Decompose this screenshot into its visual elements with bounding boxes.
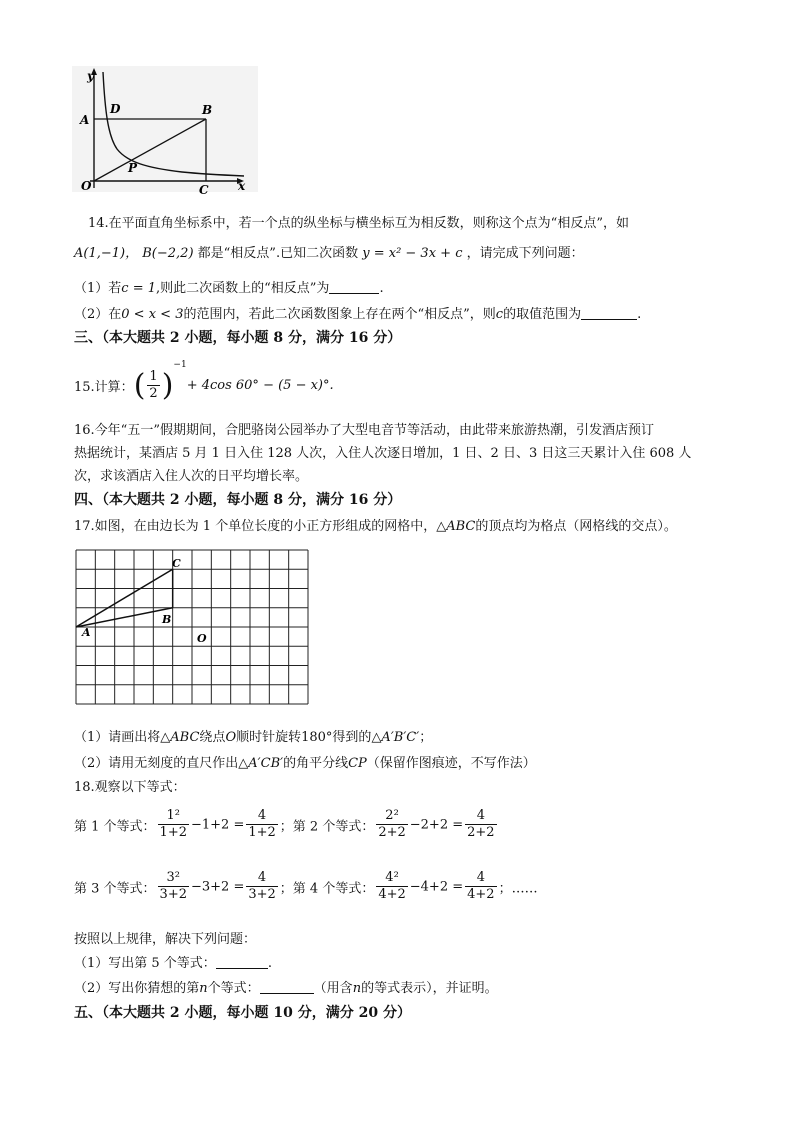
q17-sub2-a: （2）请用无刻度的直尺作出 (74, 756, 239, 771)
grid-label-o: O (197, 632, 207, 645)
q16-line3: 次，求该酒店入住人次的日平均增长率。 (74, 469, 309, 484)
q18-eq1-rden: 1+2 (248, 825, 276, 841)
q18-eq2-den: 2+2 (378, 825, 406, 841)
q14-sub2-cond: 0 < x < 3 (121, 307, 184, 322)
q17-sub2-b: 的角平分线 (283, 756, 349, 771)
q18-eq4-num: 4² (376, 870, 407, 887)
q14-sub2-a: （2）在 (74, 307, 122, 322)
q18-eq1-rnum: 4 (246, 808, 277, 825)
label-d: D (110, 102, 121, 116)
q18-eq3-label: 第 3 个等式： (74, 881, 156, 897)
q17-sub2-c: （保留作图痕迹，不写作法） (366, 756, 536, 771)
q18-row1 (74, 808, 499, 842)
label-c: C (199, 183, 209, 196)
q18-eq2-num: 2² (376, 808, 407, 825)
q18-eq2-frac (376, 808, 407, 842)
q14-sub1-cond: c = 1 (121, 281, 156, 296)
hyperbola-figure (72, 66, 262, 196)
q18-row2 (74, 870, 538, 904)
q14-sub1-end: . (379, 281, 384, 296)
q18-eq3-rnum: 4 (246, 870, 277, 887)
q18-eq1-num: 1² (158, 808, 189, 825)
q18-eq2-mid: −2+2 = (409, 817, 464, 833)
grid-label-c: C (172, 557, 181, 570)
q18-eq3-frac (158, 870, 189, 904)
q17-sub1 (74, 726, 432, 745)
q14-line1: 14.在平面直角坐标系中，若一个点的纵坐标与横坐标互为相反数，则称这个点为“相反点”，如 (88, 216, 629, 231)
label-b: B (202, 103, 213, 117)
grid-label-a: A (82, 626, 91, 639)
q18-eq1-rfrac (246, 808, 277, 842)
q15-paren-right: ) (161, 368, 174, 403)
q18-intro: 18.观察以下等式： (74, 780, 186, 795)
q18-eq4-rden: 4+2 (467, 887, 495, 903)
q14-sub2-c: 的取值范围为 (503, 307, 582, 322)
q17-sub2-cp: CP (348, 756, 367, 771)
q17-sub1-a: （1）请画出将 (74, 730, 161, 745)
q18-eq2-rfrac (465, 808, 496, 842)
q18-eq4-mid: −4+2 = (409, 879, 464, 895)
q14-sub2-answer-blank[interactable] (581, 307, 637, 320)
q14-point-b: B(−2,2) (142, 246, 194, 261)
q18-eq3-num: 3² (158, 870, 189, 887)
grid-figure (74, 548, 312, 710)
q18-sub2-c: （用含 (313, 981, 353, 996)
q14-sub1-answer-blank[interactable] (329, 281, 379, 294)
q18-sub2-d: 的等式表示），并证明。 (361, 981, 498, 996)
q14-sub2-var: c (495, 307, 504, 322)
q18-eq1-den: 1+2 (159, 825, 187, 841)
q17-sub1-o: O (225, 730, 237, 745)
q18-eq1-frac (158, 808, 189, 842)
q15-frac-den: 2 (149, 386, 158, 401)
q14-sub1 (74, 277, 384, 296)
q18-eq4-frac (376, 870, 407, 904)
q14-point-a: A(1,−1)， (74, 246, 139, 261)
q16-line2: 热据统计，某酒店 5 月 1 日入住 128 人次，入住人次逐日增加，1 日、2 日、3 日这三天累计入住 608 人 (74, 446, 692, 461)
q17-sub2 (74, 752, 536, 771)
q14-text: 都是“相反点”.已知二次函数 (197, 246, 359, 261)
q18-sub2-n2: n (352, 981, 362, 996)
q18-rule: 按照以上规律，解决下列问题： (74, 932, 257, 947)
q14-sub2 (74, 303, 641, 322)
q18-eq4-den: 4+2 (378, 887, 406, 903)
q15-fraction (147, 369, 159, 403)
triangle-abc (76, 569, 173, 627)
q14-sub1-a: （1）若 (74, 281, 122, 296)
q18-eq1-label: 第 1 个等式： (74, 819, 156, 835)
label-p: P (128, 161, 138, 175)
q18-sub1-end: . (267, 956, 272, 971)
label-y: y (87, 69, 94, 83)
q18-eq2-rnum: 4 (465, 808, 496, 825)
q17-triangle: △ABC (436, 519, 476, 534)
label-x: x (238, 179, 246, 193)
q17-line1 (74, 515, 677, 534)
q14-function: y = x² − 3x + c (362, 246, 463, 261)
q18-eq4-rfrac (465, 870, 496, 904)
q17-line1-b: 的顶点均为格点（网格线的交点）。 (475, 519, 677, 534)
q18-eq3-rden: 3+2 (248, 887, 276, 903)
q18-sub2-n: n (199, 981, 208, 996)
q17-sub1-b: 绕点 (199, 730, 226, 745)
q14-text-end: ，请完成下列问题： (466, 246, 584, 261)
grid-label-b: B (162, 613, 172, 626)
q14-sub2-b: 的范围内，若此二次函数图象上存在两个“相反点”，则 (183, 307, 496, 322)
q17-sub1-end: ； (419, 730, 433, 745)
q17-sub1-c: 顺时针旋转180°得到的 (236, 730, 372, 745)
q18-eq4-rnum: 4 (465, 870, 496, 887)
q14-sub1-b: ,则此二次函数上的“相反点”为 (156, 281, 330, 296)
section-4-heading: 四、（本大题共 2 小题，每小题 8 分，满分 16 分） (74, 492, 402, 508)
q18-sub2-b: 个等式： (207, 981, 260, 996)
grid-lines (76, 550, 308, 704)
label-o: O (81, 179, 92, 193)
q18-sub2 (74, 977, 498, 996)
q18-eq4-label: ；第 4 个等式： (279, 881, 375, 897)
q15-paren-left: ( (133, 368, 146, 403)
q18-eq1-mid: −1+2 = (190, 817, 245, 833)
q18-sub1-answer-blank[interactable] (216, 956, 268, 969)
q18-eq2-rden: 2+2 (467, 825, 495, 841)
q18-sub2-a: （2）写出你猜想的第 (74, 981, 200, 996)
q15-prefix: 15.计算： (74, 380, 134, 395)
section-3-heading: 三、（本大题共 2 小题，每小题 8 分，满分 16 分） (74, 330, 402, 346)
q15-exponent: −1 (173, 360, 187, 370)
q18-eq3-den: 3+2 (159, 887, 187, 903)
q18-eq3-mid: −3+2 = (190, 879, 245, 895)
q15-rest: + 4cos 60° − (5 − x)°. (186, 378, 334, 393)
q17-sub1-tri: △ABC (160, 730, 200, 745)
q15 (74, 360, 334, 403)
q14-line2 (74, 242, 584, 261)
q18-sub2-answer-blank[interactable] (260, 981, 314, 994)
q18-eq2-label: ；第 2 个等式： (279, 819, 375, 835)
q18-sub1-a: （1）写出第 5 个等式： (74, 956, 216, 971)
label-a: A (80, 113, 90, 127)
section-5-heading: 五、（本大题共 2 小题，每小题 10 分，满分 20 分） (74, 1005, 411, 1021)
q18-sub1 (74, 952, 272, 971)
q18-eq3-rfrac (246, 870, 277, 904)
q17-line1-a: 17.如图，在由边长为 1 个单位长度的小正方形组成的网格中， (74, 519, 437, 534)
q14-sub2-end: . (637, 307, 642, 322)
q17-sub1-tri2: △A′B′C′ (371, 730, 420, 745)
q16-line1: 16.今年“五一”假期期间，合肥骆岗公园举办了大型电音节等活动，由此带来旅游热潮，引发酒店预订 (74, 423, 654, 438)
q18-ellipsis: ；…… (498, 881, 538, 897)
q15-frac-num: 1 (147, 369, 159, 386)
q17-sub2-tri: △A′CB′ (238, 756, 284, 771)
